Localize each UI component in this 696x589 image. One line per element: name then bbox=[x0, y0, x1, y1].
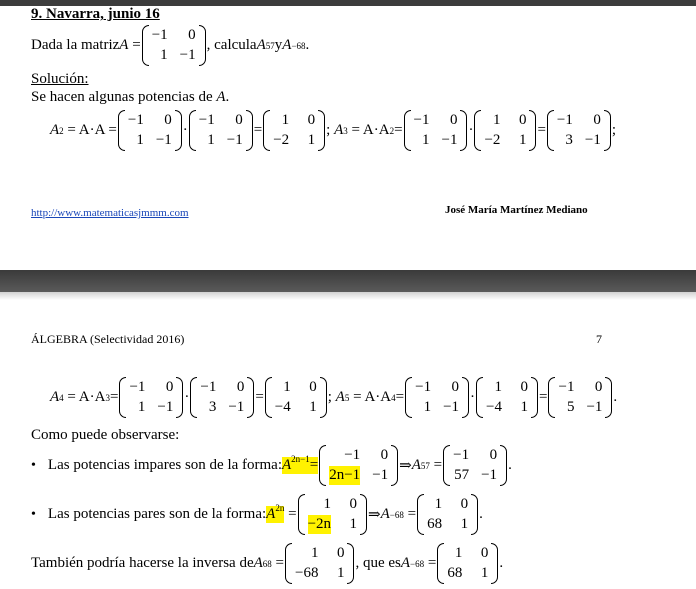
left-parenthesis bbox=[190, 377, 197, 418]
right-parenthesis bbox=[462, 377, 469, 418]
right-parenthesis bbox=[529, 110, 536, 151]
problem-statement: Dada la matriz A = −1 0 1 −1 , calcula A 57 y A −68 . bbox=[31, 25, 309, 66]
matrix-cell: 0 bbox=[309, 379, 317, 395]
page-separator-shadow bbox=[0, 292, 696, 300]
matrix-cell: 2n−1 bbox=[329, 467, 361, 483]
matrix bbox=[405, 377, 469, 418]
matrix-cell: 1 bbox=[349, 516, 358, 532]
matrix-cell: 1 bbox=[492, 112, 501, 128]
matrix-cell: 1 bbox=[434, 496, 443, 512]
matrix-cell: 0 bbox=[460, 496, 469, 512]
matrix-cell: 0 bbox=[235, 112, 243, 128]
matrix-cell: 1 bbox=[160, 47, 168, 63]
matrix-cell: 57 bbox=[454, 467, 470, 483]
equation-a4: A 4 = A·A 3 = −1 0 1 −1 · −1 0 3 −1 = 1 0 −4 1 ; A 5 = A·A 4 = −1 0 1 −1 · 1 0 −4 1 = −1 0 5 −1 . bbox=[50, 377, 617, 418]
intro-text: Se hacen algunas potencias de A. bbox=[31, 89, 230, 105]
matrix bbox=[119, 377, 183, 418]
matrix-cell: −1 bbox=[413, 112, 430, 128]
right-parenthesis bbox=[347, 543, 354, 584]
left-parenthesis bbox=[476, 377, 483, 418]
left-parenthesis bbox=[443, 445, 450, 486]
right-parenthesis bbox=[391, 445, 398, 486]
page-number: 7 bbox=[596, 332, 602, 346]
matrix-cell: −1 bbox=[151, 27, 168, 43]
inverse-note: También podría hacerse la inversa de A 68 = 1 0 −68 1 , que es A −68 = 1 0 68 1 . bbox=[31, 543, 503, 584]
matrix-a bbox=[142, 25, 206, 66]
bullet-odd-powers: • Las potencias impares son de la forma: $A^{2n-1}$ = −1 0 2n−1 −1 ⇒ A 57 = −1 0 57 −1 . bbox=[31, 445, 512, 486]
matrix-cell: −1 bbox=[179, 47, 196, 63]
matrix-cell: 0 bbox=[336, 545, 345, 561]
matrix-cell: 1 bbox=[309, 399, 317, 415]
bullet-even-powers: • Las potencias pares son de la forma: $A^{2n}$ = 1 0 −2n 1 ⇒ A −68 = 1 0 68 1 . bbox=[31, 494, 483, 535]
right-parenthesis bbox=[471, 494, 478, 535]
matrix-cell: 0 bbox=[307, 112, 316, 128]
right-parenthesis bbox=[320, 377, 327, 418]
footer-link[interactable]: http://www.matematicasjmmm.com bbox=[31, 207, 189, 219]
matrix-cell: 1 bbox=[460, 516, 469, 532]
matrix-cell: −1 bbox=[228, 399, 245, 415]
matrix-cell: 1 bbox=[454, 545, 463, 561]
observe-text: Como puede observarse: bbox=[31, 427, 180, 443]
matrix-cell: −1 bbox=[200, 379, 217, 395]
matrix-cell: 68 bbox=[447, 565, 463, 581]
left-parenthesis bbox=[189, 110, 196, 151]
right-parenthesis bbox=[491, 543, 498, 584]
matrix-a57 bbox=[443, 445, 507, 486]
matrix bbox=[189, 110, 253, 151]
exercise-title: 9. Navarra, junio 16 bbox=[31, 6, 160, 22]
matrix-cell: 1 bbox=[518, 132, 527, 148]
left-parenthesis bbox=[417, 494, 424, 535]
left-parenthesis bbox=[285, 543, 292, 584]
left-parenthesis bbox=[142, 25, 149, 66]
matrix-cell: −2 bbox=[273, 132, 290, 148]
left-parenthesis bbox=[118, 110, 125, 151]
right-parenthesis bbox=[176, 377, 183, 418]
left-parenthesis bbox=[474, 110, 481, 151]
matrix-cell: −4 bbox=[274, 399, 291, 415]
matrix-cell: −1 bbox=[372, 467, 389, 483]
matrix-cell: 0 bbox=[165, 379, 174, 395]
matrix bbox=[118, 110, 182, 151]
matrix-cell: 0 bbox=[164, 112, 172, 128]
matrix-cell: 0 bbox=[236, 379, 245, 395]
matrix-cell: 68 bbox=[427, 516, 443, 532]
matrix-cell: −1 bbox=[584, 132, 601, 148]
matrix-cell: −1 bbox=[443, 399, 460, 415]
right-parenthesis bbox=[360, 494, 367, 535]
footer-author: José María Martínez Mediano bbox=[445, 204, 588, 216]
matrix-cell: 0 bbox=[518, 112, 527, 128]
matrix-result bbox=[265, 377, 327, 418]
matrix-cell: 1 bbox=[423, 399, 432, 415]
matrix-cell: −1 bbox=[157, 399, 174, 415]
right-parenthesis bbox=[247, 377, 254, 418]
matrix-result bbox=[547, 110, 611, 151]
bullet-icon: • bbox=[31, 506, 36, 522]
matrix-a-68 bbox=[417, 494, 478, 535]
left-parenthesis bbox=[437, 543, 444, 584]
left-parenthesis bbox=[548, 377, 555, 418]
matrix-result bbox=[548, 377, 612, 418]
solution-label: Solución: bbox=[31, 71, 89, 87]
matrix-cell: 1 bbox=[336, 565, 345, 581]
matrix-even-form bbox=[298, 494, 367, 535]
matrix-cell: −1 bbox=[198, 112, 215, 128]
matrix-cell: −1 bbox=[129, 379, 146, 395]
matrix-cell: −1 bbox=[453, 447, 470, 463]
matrix-cell: −2 bbox=[484, 132, 501, 148]
matrix-cell: −4 bbox=[486, 399, 503, 415]
matrix-cell: 0 bbox=[449, 112, 458, 128]
matrix-cell: 3 bbox=[565, 132, 573, 148]
right-parenthesis bbox=[460, 110, 467, 151]
left-parenthesis bbox=[265, 377, 272, 418]
right-parenthesis bbox=[604, 110, 611, 151]
matrix-cell: 0 bbox=[520, 379, 529, 395]
matrix-cell: 1 bbox=[136, 132, 144, 148]
matrix-cell: 1 bbox=[480, 565, 489, 581]
matrix bbox=[474, 110, 536, 151]
matrix-cell: 3 bbox=[208, 399, 217, 415]
matrix-cell: 0 bbox=[594, 379, 603, 395]
matrix-cell: 1 bbox=[323, 496, 332, 512]
equation-a2: A 2 = A·A = −1 0 1 −1 · −1 0 1 −1 = 1 0 −2 1 ; A 3 = A·A 2 = −1 0 1 −1 · 1 0 −2 1 = −1 0 3 −1 ; bbox=[50, 110, 616, 151]
right-parenthesis bbox=[199, 25, 206, 66]
matrix-cell: 0 bbox=[480, 545, 489, 561]
matrix-cell: 1 bbox=[307, 132, 316, 148]
right-parenthesis bbox=[531, 377, 538, 418]
matrix-cell: −1 bbox=[226, 132, 243, 148]
left-parenthesis bbox=[319, 445, 326, 486]
matrix-cell: 0 bbox=[451, 379, 460, 395]
matrix-cell: 0 bbox=[380, 447, 389, 463]
matrix-cell: 1 bbox=[207, 132, 215, 148]
matrix-cell: −1 bbox=[586, 399, 603, 415]
matrix bbox=[476, 377, 538, 418]
page-header-title: ÁLGEBRA (Selectividad 2016) bbox=[31, 332, 185, 346]
matrix-cell: 1 bbox=[137, 399, 146, 415]
matrix bbox=[404, 110, 468, 151]
right-parenthesis bbox=[175, 110, 182, 151]
matrix-cell: 0 bbox=[349, 496, 358, 512]
matrix-cell: −1 bbox=[481, 467, 498, 483]
matrix-cell: 1 bbox=[281, 112, 290, 128]
matrix-cell: 5 bbox=[566, 399, 575, 415]
matrix-inverse-result bbox=[437, 543, 498, 584]
matrix-cell: 1 bbox=[494, 379, 503, 395]
matrix-cell: 1 bbox=[520, 399, 529, 415]
matrix-cell: 0 bbox=[188, 27, 196, 43]
matrix-cell: −1 bbox=[441, 132, 458, 148]
left-parenthesis bbox=[298, 494, 305, 535]
right-parenthesis bbox=[500, 445, 507, 486]
right-parenthesis bbox=[246, 110, 253, 151]
matrix-odd-form bbox=[319, 445, 398, 486]
matrix-cell: −1 bbox=[556, 112, 573, 128]
matrix-result bbox=[263, 110, 325, 151]
matrix-cell: 1 bbox=[283, 379, 291, 395]
right-parenthesis bbox=[318, 110, 325, 151]
matrix-cell: −1 bbox=[127, 112, 144, 128]
left-parenthesis bbox=[547, 110, 554, 151]
matrix-cell: −1 bbox=[415, 379, 432, 395]
matrix bbox=[190, 377, 254, 418]
bullet-icon: • bbox=[31, 457, 36, 473]
matrix-cell: 1 bbox=[310, 545, 319, 561]
matrix-a68 bbox=[285, 543, 354, 584]
left-parenthesis bbox=[404, 110, 411, 151]
matrix-cell: −1 bbox=[155, 132, 172, 148]
left-parenthesis bbox=[263, 110, 270, 151]
matrix-cell: −2n bbox=[307, 516, 332, 532]
right-parenthesis bbox=[605, 377, 612, 418]
matrix-cell: −1 bbox=[558, 379, 575, 395]
matrix-cell: −1 bbox=[344, 447, 361, 463]
left-parenthesis bbox=[119, 377, 126, 418]
matrix-cell: 1 bbox=[422, 132, 430, 148]
matrix-cell: 0 bbox=[489, 447, 498, 463]
left-parenthesis bbox=[405, 377, 412, 418]
matrix-cell: −68 bbox=[295, 565, 319, 581]
matrix-cell: 0 bbox=[593, 112, 601, 128]
page-separator bbox=[0, 270, 696, 292]
